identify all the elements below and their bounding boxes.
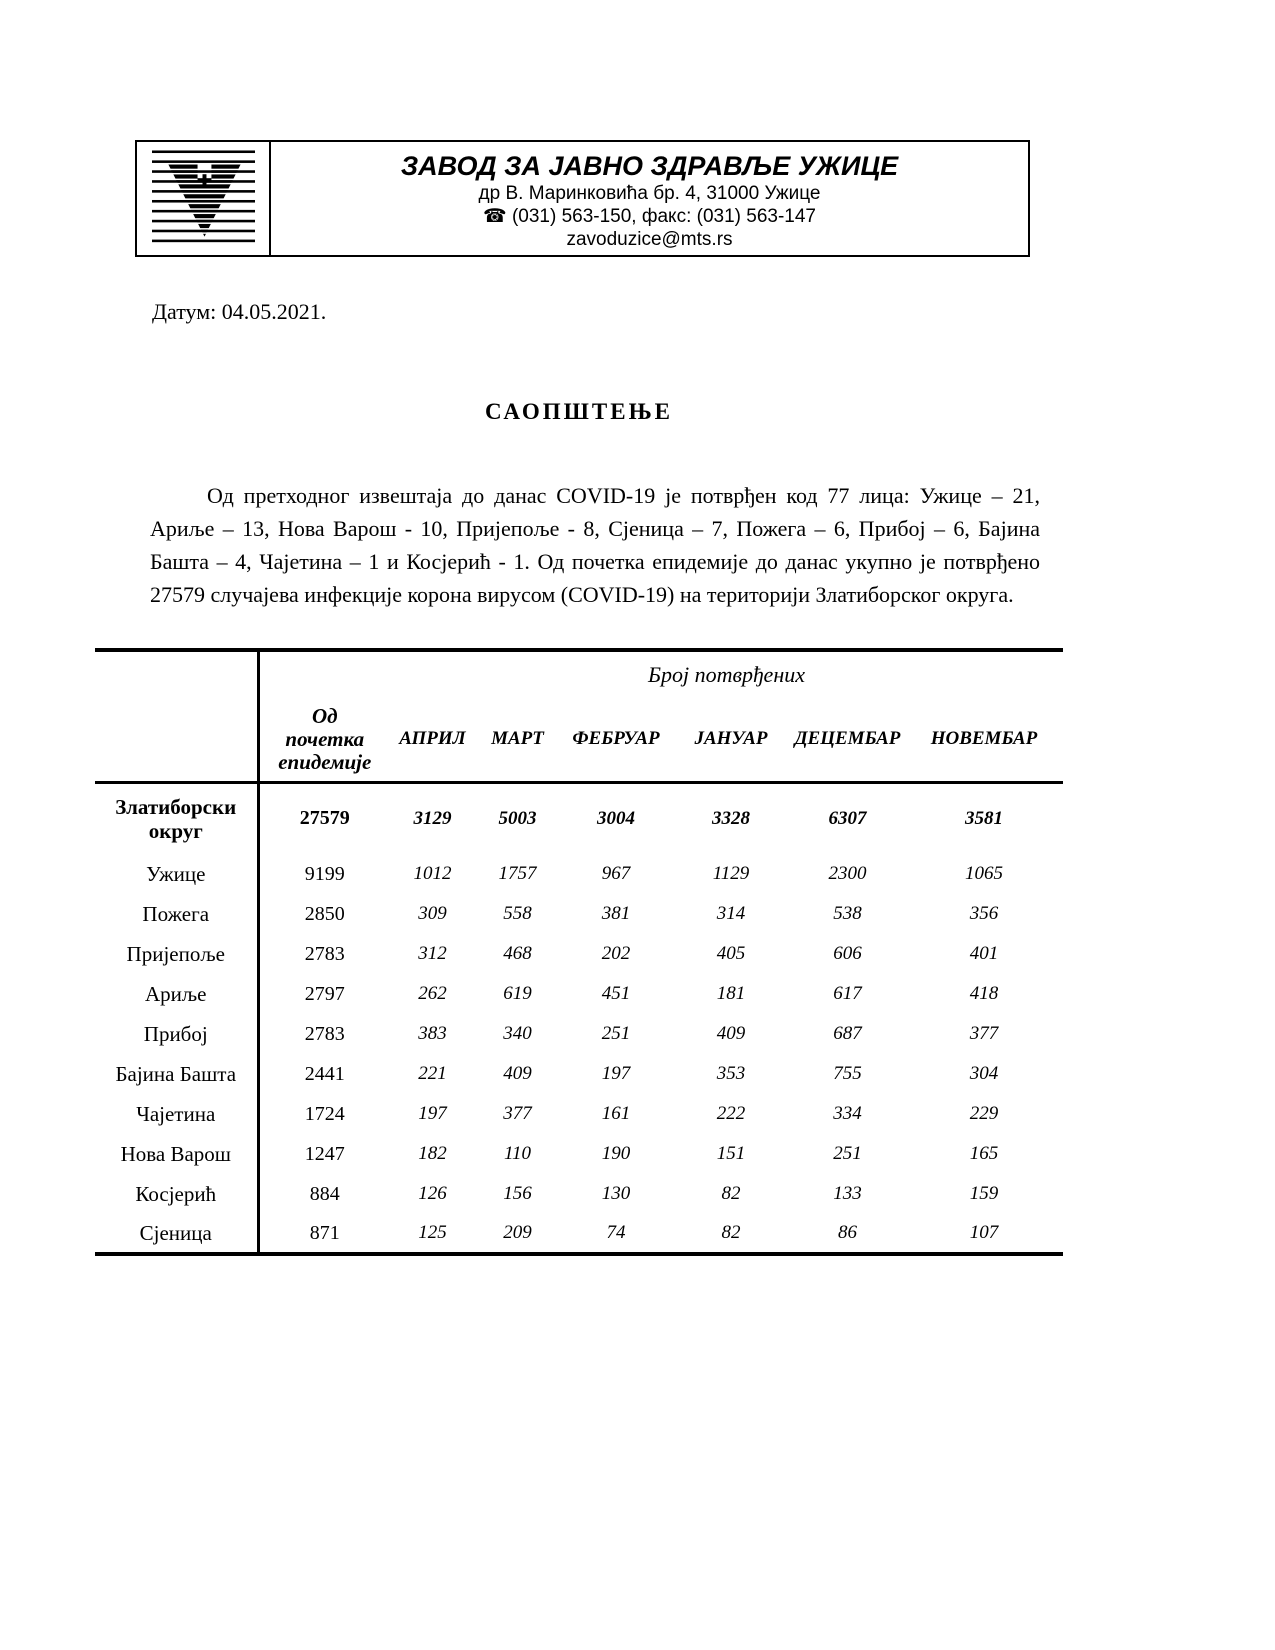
total-cases-cell: 2850: [304, 902, 345, 925]
institution-name: ЗАВОД ЗА ЈАВНО ЗДРАВЉЕ УЖИЦЕ: [400, 151, 899, 181]
month-value-cell: 197: [418, 1103, 447, 1124]
month-value-cell: 229: [969, 1103, 999, 1124]
month-value-cell: 86: [838, 1222, 857, 1243]
month-value-cell: 262: [418, 983, 447, 1004]
table-row: [95, 1174, 1063, 1214]
municipality-name: Чајетина: [95, 1094, 258, 1134]
month-value-cell: 107: [969, 1222, 999, 1243]
month-value-cell: 451: [601, 983, 631, 1004]
month-value-cell: 377: [969, 1023, 999, 1044]
month-value-cell: 251: [833, 1143, 862, 1164]
column-header-row: [95, 698, 1063, 782]
month-value-cell: 409: [503, 1063, 532, 1084]
month-value-cell: 110: [503, 1143, 532, 1164]
month-value-cell: 418: [969, 983, 999, 1004]
month-value-cell: 159: [969, 1183, 999, 1204]
body-paragraph: Од претходног извештаја до данас COVID-19 је потврђен код 77 лица: Ужице – 21, Ариље – 13, Нова Варош - 10, Пријепоље - 8, Сјеница – 7, Пожега – 6, Прибој – 6, Бајина Башта – 4, Чајетина – 1 и Косјерић - 1. Од почетка епидемије до данас укупно је потврђено 27579 случајева инфекције корона вирусом (COVID-19) на територији Златиборског округа.: [150, 483, 1040, 607]
column-header-month: АПРИЛ: [390, 698, 475, 782]
month-value-cell: 405: [716, 943, 746, 964]
municipality-name: Сјеница: [95, 1214, 258, 1254]
table-row: [95, 894, 1063, 934]
institution-address: др В. Маринковића бр. 4, 31000 Ужице: [478, 183, 821, 204]
institution-phone-line: [271, 205, 1028, 228]
phone-numbers: (031) 563-150, факс: (031) 563-147: [511, 206, 817, 227]
month-value-cell: 356: [969, 903, 999, 924]
municipality-name: Бајина Башта: [95, 1054, 258, 1094]
total-cases-cell: 2783: [304, 942, 345, 965]
month-value-cell: 161: [601, 1103, 631, 1124]
month-value-cell: 221: [418, 1063, 447, 1084]
month-value-cell: 538: [833, 903, 862, 924]
total-cases-cell: 2797: [304, 982, 345, 1005]
municipality-name: Нова Варош: [95, 1134, 258, 1174]
month-value-cell: 606: [833, 943, 862, 964]
phone-icon: ☎: [482, 206, 507, 227]
column-header-total: Од почетка епидемије: [258, 698, 390, 782]
total-cases-cell: 2783: [304, 1022, 345, 1045]
group-header: Број потврђених: [647, 662, 805, 687]
institution-email: zavoduzice@mts.rs: [566, 229, 733, 250]
month-value-cell: 209: [503, 1222, 532, 1243]
month-value-cell: 222: [716, 1103, 746, 1124]
month-value-cell: 251: [601, 1023, 631, 1044]
municipality-name: Ариље: [95, 974, 258, 1014]
month-value-cell: 1012: [413, 863, 452, 884]
month-value-cell: 1129: [712, 863, 750, 884]
total-cases-cell: 871: [309, 1221, 340, 1244]
municipality-name: Златиборски округ: [95, 782, 258, 854]
month-value-cell: 353: [716, 1063, 746, 1084]
month-value-cell: 755: [833, 1063, 862, 1084]
table-row: [95, 1134, 1063, 1174]
month-value-cell: 3328: [712, 807, 750, 829]
institute-logo-icon: [152, 147, 255, 249]
month-value-cell: 381: [601, 903, 631, 924]
month-value-cell: 619: [503, 983, 532, 1004]
table-header: [95, 650, 1063, 782]
month-value-cell: 181: [716, 983, 746, 1004]
empty-header-cell: [258, 650, 390, 698]
municipality-name: Ужице: [95, 854, 258, 894]
total-cases-cell: 884: [309, 1182, 340, 1205]
table-row: [95, 934, 1063, 974]
month-value-cell: 309: [418, 903, 447, 924]
month-value-cell: 74: [606, 1222, 626, 1243]
month-value-cell: 5003: [498, 807, 537, 829]
column-header-month: ФЕБРУАР: [560, 698, 672, 782]
month-value-cell: 967: [601, 863, 631, 884]
month-value-cell: 314: [716, 903, 746, 924]
date-line: Датум: 04.05.2021.: [152, 299, 327, 324]
municipality-name: Прибој: [95, 1014, 258, 1054]
month-value-cell: 6307: [828, 807, 867, 829]
municipality-name: Пријепоље: [95, 934, 258, 974]
page-title: САОПШТЕЊЕ: [484, 399, 674, 424]
table-body: [95, 782, 1063, 1254]
month-value-cell: 130: [601, 1183, 631, 1204]
group-header-row: [95, 650, 1063, 698]
total-cases-cell: 27579: [299, 807, 350, 830]
month-value-cell: 165: [969, 1143, 999, 1164]
month-value-cell: 82: [721, 1222, 741, 1243]
month-value-cell: 617: [833, 983, 862, 1004]
month-value-cell: 377: [503, 1103, 532, 1124]
month-value-cell: 1757: [498, 863, 537, 884]
letterhead: [135, 140, 1030, 257]
month-value-cell: 383: [418, 1023, 447, 1044]
total-cases-cell: 9199: [304, 862, 345, 885]
letterhead-text: [271, 142, 1028, 255]
column-header-month: ДЕЦЕМБАР: [790, 698, 905, 782]
month-value-cell: 304: [969, 1063, 999, 1084]
month-value-cell: 3004: [597, 807, 635, 829]
month-value-cell: 340: [503, 1023, 532, 1044]
month-value-cell: 468: [503, 943, 532, 964]
table-row: [95, 1214, 1063, 1254]
month-value-cell: 2300: [828, 863, 867, 884]
logo-cell: [137, 142, 271, 255]
table-row: [95, 974, 1063, 1014]
month-value-cell: 202: [601, 943, 631, 964]
month-value-cell: 82: [721, 1183, 741, 1204]
empty-name-header-cell: [95, 698, 258, 782]
month-value-cell: 334: [833, 1103, 862, 1124]
municipality-name: Косјерић: [95, 1174, 258, 1214]
month-value-cell: 1065: [965, 863, 1003, 884]
month-value-cell: 3129: [413, 807, 452, 829]
covid-cases-table: [95, 648, 1063, 1256]
table-row: [95, 854, 1063, 894]
column-header-month: ЈАНУАР: [672, 698, 790, 782]
total-cases-cell: 2441: [304, 1062, 345, 1085]
column-header-month: НОВЕМБАР: [905, 698, 1063, 782]
month-value-cell: 133: [833, 1183, 862, 1204]
month-value-cell: 312: [418, 943, 447, 964]
table-row: [95, 1054, 1063, 1094]
month-value-cell: 409: [716, 1023, 746, 1044]
month-value-cell: 558: [503, 903, 532, 924]
month-value-cell: 125: [418, 1222, 447, 1243]
month-value-cell: 197: [601, 1063, 631, 1084]
empty-corner-cell: [95, 650, 258, 698]
table-row-district-total: [95, 782, 1063, 854]
month-value-cell: 687: [833, 1023, 862, 1044]
month-value-cell: 3581: [965, 807, 1003, 829]
total-cases-cell: 1247: [304, 1142, 345, 1165]
month-value-cell: 126: [418, 1183, 447, 1204]
month-value-cell: 401: [969, 943, 999, 964]
month-value-cell: 156: [503, 1183, 532, 1204]
month-value-cell: 190: [601, 1143, 631, 1164]
column-header-month: МАРТ: [475, 698, 560, 782]
total-cases-cell: 1724: [304, 1102, 345, 1125]
month-value-cell: 182: [418, 1143, 447, 1164]
municipality-name: Пожега: [95, 894, 258, 934]
month-value-cell: 151: [716, 1143, 746, 1164]
table-row: [95, 1014, 1063, 1054]
table-row: [95, 1094, 1063, 1134]
